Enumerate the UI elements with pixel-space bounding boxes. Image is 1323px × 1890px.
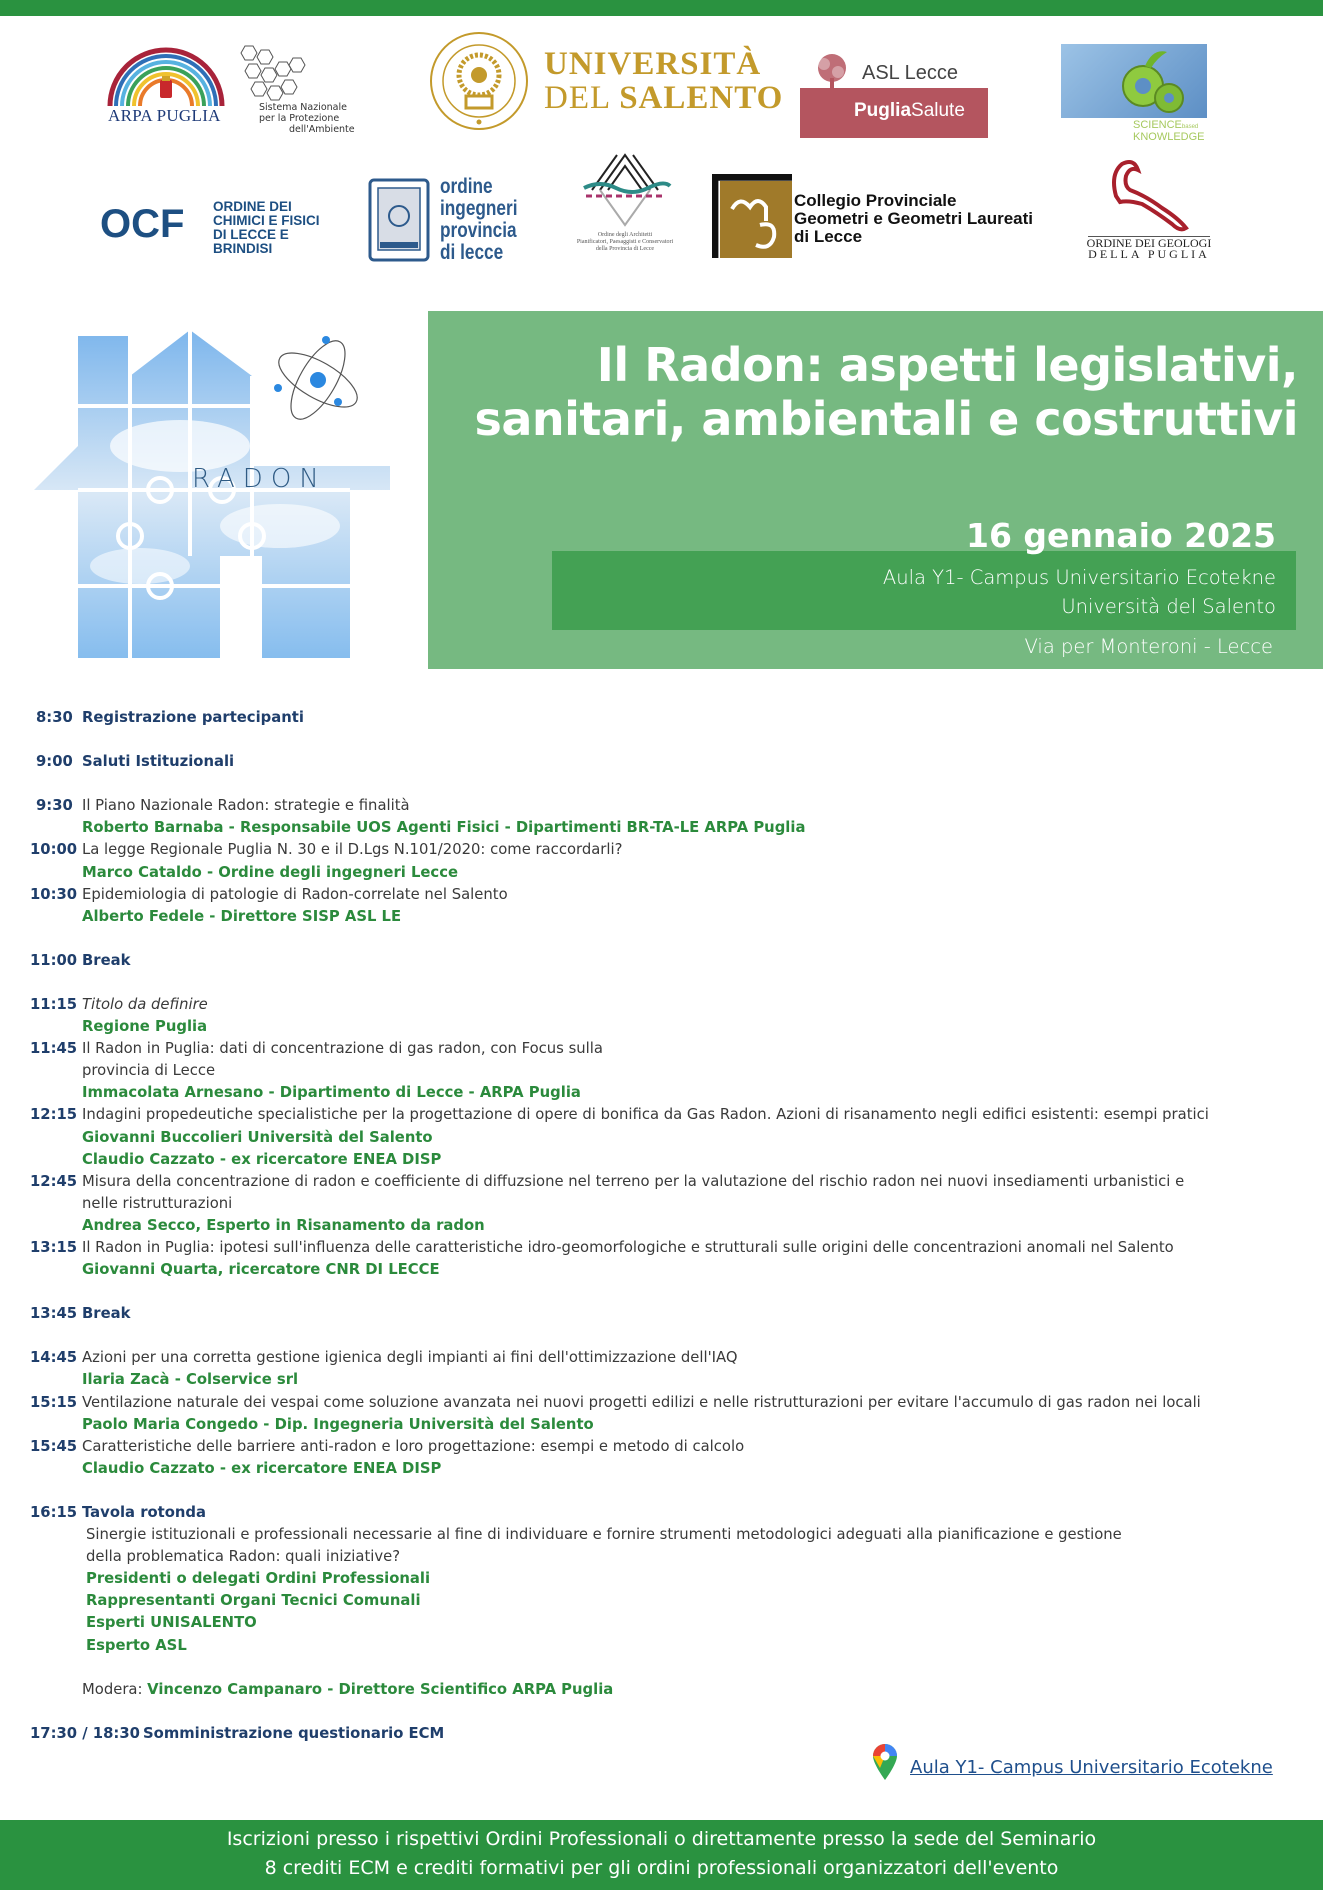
talk-speaker [82,1016,207,1038]
talk-speaker-text: Immacolata Arnesano - Dipartimento di Lecce - ARPA Puglia [82,1084,581,1102]
building-facade-icon [368,178,430,262]
talk-title [82,1347,738,1369]
snpa-line-2: per la Protezione [259,113,340,124]
rainbow-icon [104,40,229,110]
talk-title-text: Epidemiologia di patologie di Radon-correlate nel Salento [82,885,508,903]
geologi-line-1: ORDINE DEI GEOLOGI [1086,236,1212,250]
schedule-time-text: 11:45 [30,1040,78,1058]
footer-banner [0,1820,1323,1890]
talk-speaker [82,1149,441,1171]
talk-speaker-text: Paolo Maria Congedo - Dip. Ingegneria Università del Salento [82,1415,594,1433]
talk-title [82,884,508,906]
geometri-mark [720,181,792,258]
radon-house-image [30,326,400,662]
talk-speaker-text: Regione Puglia [82,1018,208,1035]
talk-title-text: Il Piano Nazionale Radon: strategie e finalità [82,797,410,815]
architetti-line-3: della Provincia di Lecce [595,246,655,252]
ocf-line-4: BRINDISI [213,241,273,256]
geometri-line-1: Collegio Provinciale [794,191,957,210]
tree-icon [812,52,852,92]
unisalento-line-2 [544,80,783,117]
schedule-time [30,1392,77,1414]
talk-title [82,1171,1184,1193]
ocf-mark-text: OCF [100,202,185,246]
talk-title-text: Caratteristiche delle barriere anti-radon e loro progettazione: esempi e metodo di calcolo [82,1437,745,1455]
schedule-title [82,751,234,773]
talk-speaker [82,1458,441,1480]
geologi-text [1086,238,1212,260]
geologi-line-2: DELLA PUGLIA [1088,247,1210,261]
venue-address: Via per Monteroni - Lecce [1024,635,1273,658]
talk-title-text: Ventilazione naturale dei vespai come soluzione avanzata nei nuovi progetti edilizi e nelle ristrutturazioni per evitare l'accumulo di gas radon nei locali [82,1393,1201,1411]
talk-title-cont-text: provincia di Lecce [82,1062,216,1080]
talk-title-text: Indagini propedeutiche specialistiche per la progettazione di opere di bonifica da Gas Radon. Azioni di risanamento negli edifici esistenti: esempi pratici [82,1106,1209,1124]
talk-speaker-text: Giovanni Buccolieri Università del Salento [82,1128,433,1146]
talk-speaker-text: Roberto Barnaba - Responsabile UOS Agenti Fisici - Dipartimenti BR-TA-LE ARPA Puglia [82,819,806,837]
architetti-text [570,232,680,253]
talk-title-text: La legge Regionale Puglia N. 30 e il D.Lgs N.101/2020: come raccordarli? [82,841,623,859]
arpa-logo-text: ARPA PUGLIA [108,106,221,125]
schedule-title-text: Break [82,951,131,969]
snpa-logo-text [259,102,355,135]
schedule-time-text: 9:00 [36,753,73,771]
collegio-geometri-logo [712,174,1057,260]
talk-title-cont [82,1060,215,1082]
university-seal-icon [428,30,530,132]
snpa-line-3: dell'Ambiente [289,124,355,135]
schedule-time-text: 8:30 [36,709,73,726]
geometri-line-3: di Lecce [794,227,863,246]
talk-speaker-text: Ilaria Zacà - Colservice srl [82,1371,299,1389]
schedule-time-text: 15:15 [30,1393,78,1411]
moderator-label [82,1679,613,1701]
talk-title-text: Il Radon in Puglia: ipotesi sull'influenza delle caratteristiche idro-geomorfologiche e strutturali sulle origini delle concentrazioni anomali nel Salento [82,1239,1174,1256]
venue-band [552,551,1296,630]
schedule-time-text: 12:45 [30,1172,78,1190]
talk-speaker-text: Andrea Secco, Esperto in Risanamento da radon [82,1216,485,1234]
roundtable-description [86,1546,400,1568]
schedule-title-text: Registrazione partecipanti [82,709,304,726]
ordine-architetti-logo [570,150,680,260]
schedule-title [82,707,304,729]
schedule-time-text: 9:30 [36,797,73,815]
map-pin-icon [870,1742,900,1786]
ordine-ingegneri-logo [368,176,528,264]
talk-title [82,994,208,1016]
ocf-line-3: DI LECCE E [213,227,289,242]
schedule-time [30,1038,77,1060]
schedule-time [30,1347,77,1369]
schedule-time-text: 12:15 [30,1106,78,1124]
ocf-line-2: CHIMICI E FISICI [213,213,320,228]
talk-speaker [82,817,805,839]
schedule-time [30,1237,77,1259]
schedule-time-text: 16:15 [30,1503,78,1521]
talk-speaker [82,906,401,928]
top-green-bar [0,0,1323,16]
talk-speaker [82,1082,581,1104]
schedule-time [36,707,73,729]
schedule-time [36,795,73,817]
schedule-time [30,884,77,906]
roundtable-participant-text: Esperti UNISALENTO [86,1614,257,1632]
puglia-salute-regular: Salute [911,100,965,121]
schedule-time-text: 13:15 [30,1239,78,1256]
schedule-time-text: 13:45 [30,1305,78,1323]
talk-title [82,839,622,861]
talk-title [82,1104,1209,1126]
unisalento-del: DEL [544,80,620,116]
science-line-2: KNOWLEDGE [1133,131,1205,143]
schedule-title [143,1723,444,1745]
schedule-title-text: Somministrazione questionario ECM [143,1724,445,1742]
roundtable-participant-text: Esperto ASL [86,1636,187,1654]
puglia-map-icon [1086,156,1212,234]
schedule-time [36,751,73,773]
schedule-time [30,994,77,1016]
schedule-title-text: Break [82,1305,131,1323]
event-date: 16 gennaio 2025 [966,516,1276,555]
roundtable-participant [86,1568,430,1590]
ingegneri-text [440,176,518,264]
geometri-line-2: Geometri e Geometri Laureati [794,209,1034,228]
roundtable-participant [86,1635,187,1657]
schedule-time [30,1171,77,1193]
radon-label: RADON [192,464,327,494]
talk-title-text: Titolo da definire [82,995,208,1013]
talk-title [82,795,410,817]
schedule-time-text: 11:00 [30,951,78,969]
snpa-logo [235,42,380,135]
talk-title-text: Azioni per una corretta gestione igienica degli impianti ai fini dell'ottimizzazione dell'IAQ [82,1349,738,1367]
roundtable-description-text: Sinergie istituzionali e professionali necessarie al fine di individuare e fornire strumenti metodologici adeguati alla pianificazione e gestione [86,1526,1122,1543]
schedule-title-text: Tavola rotonda [82,1503,207,1521]
talk-title [82,1038,603,1060]
venue-line-2: Università del Salento [1061,595,1276,618]
talk-title [82,1436,744,1458]
unisalento-salento: SALENTO [619,80,784,116]
roundtable-participant-text: Presidenti o delegati Ordini Professionali [86,1570,431,1588]
cg-monogram-icon [720,181,792,258]
architetti-line-2: Pianificatori, Paesaggisti e Conservatori [576,239,674,245]
schedule-time [30,1303,77,1325]
roundtable-participant [86,1590,421,1612]
architetti-line-1: Ordine degli Architetti [597,232,653,238]
roundtable-description [86,1524,1122,1546]
schedule-time [30,1723,140,1745]
unisalento-line-1: UNIVERSITÀ [544,46,762,82]
science-text [1133,120,1205,142]
schedule-time [30,950,77,972]
schedule-time [30,1436,77,1458]
ingegneri-line-3: provincia [440,219,517,242]
roundtable-participant [86,1612,257,1634]
talk-speaker-text: Marco Cataldo - Ordine degli ingegneri Lecce [82,863,459,881]
schedule-time-text: 11:15 [30,995,78,1013]
talk-title-cont-text: nelle ristrutturazioni [82,1194,233,1212]
schedule-time-text: 10:30 [30,885,78,903]
moderator-name: Vincenzo Campanaro - Direttore Scientifico ARPA Puglia [147,1680,614,1698]
schedule-title [82,1303,130,1325]
science-knowledge-logo [1061,44,1207,142]
gears-icon [1061,44,1207,118]
ingegneri-line-4: di lecce [440,241,504,264]
schedule-time-text: 17:30 / 18:30 [30,1724,140,1742]
talk-title-text: Il Radon in Puglia: dati di concentrazione di gas radon, con Focus sulla [82,1040,603,1058]
venue-line-1: Aula Y1- Campus Universitario Ecotekne [882,566,1276,589]
talk-speaker [82,1259,440,1281]
schedule-title [82,1502,206,1524]
talk-speaker [82,1414,594,1436]
footer-line-2: 8 crediti ECM e crediti formativi per gli ordini professionali organizzatori dell'evento [264,1857,1059,1879]
schedule-time-text: 15:45 [30,1437,78,1455]
talk-speaker-text: Alberto Fedele - Direttore SISP ASL LE [82,907,402,925]
talk-speaker [82,1369,298,1391]
event-title [418,338,1298,446]
talk-speaker-text: Giovanni Quarta, ricercatore CNR DI LECCE [82,1261,440,1279]
ocf-line-1: ORDINE DEI [213,199,292,214]
lattice-icon [570,150,680,230]
moderator-label-text: Modera: [82,1680,148,1698]
ocf-text [213,200,320,256]
talk-speaker-text: Claudio Cazzato - ex ricercatore ENEA DISP [82,1150,442,1168]
venue-map-link[interactable]: Aula Y1- Campus Universitario Ecotekne [910,1757,1273,1778]
science-image [1061,44,1207,118]
asl-lecce-text: ASL Lecce [862,62,958,84]
ingegneri-line-2: ingegneri [440,197,518,220]
talk-title-cont [82,1193,232,1215]
talk-title [82,1392,1201,1414]
talk-title-text: Misura della concentrazione di radon e coefficiente di diffuzsione nel terreno per la valutazione del rischio radon nei nuovi insediamenti urbanistici e [82,1172,1185,1190]
event-title-line-2: sanitari, ambientali e costruttivi [474,392,1298,446]
talk-speaker-text: Claudio Cazzato - ex ricercatore ENEA DISP [82,1459,442,1477]
geometri-text [794,192,1033,246]
roundtable-participant-text: Rappresentanti Organi Tecnici Comunali [86,1592,421,1610]
talk-speaker [82,1215,485,1237]
asl-lecce-logo [800,50,988,138]
talk-title [82,1237,1174,1259]
ocf-logo [100,199,330,256]
talk-speaker [82,862,458,884]
science-line-1: SCIENCE [1133,119,1182,131]
event-title-line-1: Il Radon: aspetti legislativi, [596,338,1298,392]
ocf-mark [100,204,184,244]
schedule-time [30,1502,77,1524]
schedule-title-text: Saluti Istituzionali [82,753,235,771]
roundtable-description-text: della problematica Radon: quali iniziative? [86,1548,401,1566]
schedule-time-text: 10:00 [30,841,78,859]
schedule-time [30,839,77,861]
puglia-salute-bold: Puglia [854,100,912,121]
arpa-puglia-logo [104,40,229,130]
atom-icon [268,332,368,432]
ordine-geologi-logo [1086,156,1212,260]
talk-speaker [82,1127,433,1149]
footer-line-1: Iscrizioni presso i rispettivi Ordini Professionali o direttamente presso la sede del Seminario [226,1828,1097,1850]
ingegneri-line-1: ordine [440,175,493,198]
schedule-time-text: 14:45 [30,1349,78,1367]
science-based: based [1181,124,1199,130]
puglia-salute-box [800,88,988,138]
schedule-title [82,950,130,972]
snpa-line-1: Sistema Nazionale [259,102,347,113]
schedule-time [30,1104,77,1126]
unisalento-logo [428,30,784,134]
